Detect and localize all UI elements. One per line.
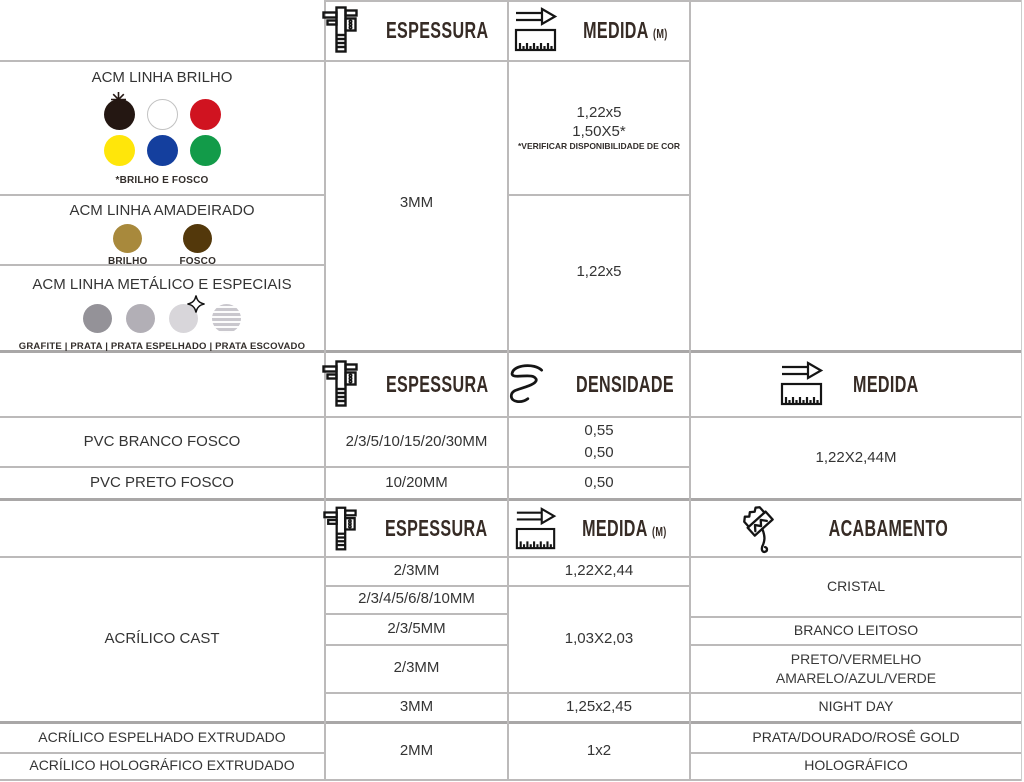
color-dot-branco — [147, 99, 178, 130]
shine-sparkle-icon — [111, 92, 126, 107]
acm-amadeirado-dots — [108, 224, 216, 269]
acrilico-acabamento-row: BRANCO LEITOSO — [793, 621, 919, 638]
acrilico-espessura-row: 3MM — [399, 697, 434, 715]
mirror-sparkle-icon — [187, 295, 205, 313]
pvc-densidade-header — [508, 352, 690, 416]
pvc-branco-espessura: 2/3/5/10/15/20/30MM — [345, 432, 488, 450]
header-unit: (M) — [651, 524, 667, 540]
acm-medida-cell-1 — [508, 62, 690, 194]
acabamento-line2: AMARELO/AZUL/VERDE — [775, 669, 937, 686]
acrilico-extrudado-espessura: 2MM — [399, 741, 434, 759]
acrilico-cast-label: ACRÍLICO CAST — [104, 629, 220, 647]
acrilico-medida-row: 1,03X2,03 — [564, 629, 634, 647]
color-dot-madeira-brilho — [113, 224, 142, 253]
acm-medida-note: *VERIFICAR DISPONIBILIDADE DE COR — [518, 141, 680, 152]
header-label: MEDIDA — [853, 370, 919, 397]
acm-metalico-caption: GRAFITE | PRATA | PRATA ESPELHADO | PRATA ESCOVADO — [18, 340, 306, 352]
acrilico-espessura-row: 2/3/4/5/6/8/10MM — [358, 590, 475, 608]
acm-medida-cell-2: 1,22x5 — [576, 262, 622, 280]
densidade-line1: 0,55 — [584, 421, 614, 439]
color-dot-prata-escovado — [212, 304, 241, 333]
divider — [0, 779, 1022, 781]
acrilico-espessura-row: 2/3/5MM — [387, 619, 446, 637]
pvc-medida-value: 1,22X2,44M — [815, 449, 897, 467]
color-dot-preto — [104, 99, 135, 130]
acrilico-acabamento-row — [690, 645, 1022, 692]
acm-medida-line2: 1,50X5* — [572, 122, 626, 140]
header-label: MEDIDA — [581, 515, 647, 542]
header-label: MEDIDA — [582, 16, 648, 43]
acm-brilho-dots-row1 — [104, 99, 221, 130]
acm-metalico-title: ACM LINHA METÁLICO E ESPECIAIS — [32, 276, 292, 293]
acabamento-line1: PRETO/VERMELHO — [790, 650, 922, 667]
color-dot-grafite — [83, 304, 112, 333]
acrilico-acabamento-row: CRISTAL — [826, 577, 886, 594]
density-squiggle-icon — [503, 359, 549, 409]
acm-metalico-cell — [0, 265, 324, 352]
color-dot-azul — [147, 135, 178, 166]
pvc-preto-espessura: 10/20MM — [385, 473, 448, 491]
acm-brilho-dots-row2 — [104, 135, 221, 166]
dot-label: BRILHO — [107, 255, 148, 267]
color-dot-amarelo — [104, 135, 135, 166]
acrilico-acabamento-espelhado: PRATA/DOURADO/ROSÊ GOLD — [752, 728, 960, 745]
pvc-preto-label: PVC PRETO FOSCO — [90, 473, 234, 491]
header-label: ESPESSURA — [385, 515, 488, 542]
pvc-branco-label: PVC BRANCO FOSCO — [83, 432, 241, 450]
pvc-branco-densidade — [508, 418, 690, 466]
paintbrush-icon — [739, 502, 791, 556]
acrilico-medida-row: 1,22X2,44 — [564, 561, 634, 579]
color-dot-prata-espelhado — [169, 304, 198, 333]
acm-brilho-title: ACM LINHA BRILHO — [91, 69, 233, 86]
ruler-arrow-icon — [514, 507, 558, 551]
acrilico-acabamento-holografico: HOLOGRÁFICO — [804, 757, 908, 774]
acrilico-espelhado-label: ACRÍLICO ESPELHADO EXTRUDADO — [38, 728, 286, 745]
acm-brilho-caption: *BRILHO E FOSCO — [115, 174, 209, 186]
caliper-icon — [322, 360, 358, 408]
acrilico-medida-header — [508, 500, 690, 557]
acm-amadeirado-cell — [0, 196, 324, 267]
pvc-espessura-header — [325, 352, 508, 416]
acm-espessura-header — [325, 0, 508, 60]
acrilico-espessura-row: 2/3MM — [393, 561, 440, 579]
header-label: DENSIDADE — [576, 370, 674, 397]
acm-espessura-value: 3MM — [399, 194, 434, 212]
acrilico-holografico-label: ACRÍLICO HOLOGRÁFICO EXTRUDADO — [29, 757, 295, 774]
acrilico-espessura-header — [325, 500, 508, 557]
acm-amadeirado-title: ACM LINHA AMADEIRADO — [69, 202, 255, 219]
header-label: ESPESSURA — [386, 16, 489, 43]
acm-metalico-dots — [83, 304, 241, 333]
header-unit: (M) — [652, 25, 668, 41]
dot-label: FOSCO — [179, 255, 217, 267]
acrilico-acabamento-row: NIGHT DAY — [818, 698, 894, 715]
color-dot-verde — [190, 135, 221, 166]
densidade-line2: 0,50 — [584, 444, 614, 461]
acrilico-medida-row: 1,25x2,45 — [566, 697, 632, 715]
acrilico-espessura-row: 2/3MM — [393, 659, 440, 677]
acm-brilho-cell — [0, 62, 324, 194]
acrilico-acabamento-header — [690, 500, 1022, 557]
color-dot-madeira-fosco — [183, 224, 212, 253]
ruler-arrow-icon — [779, 361, 825, 407]
acm-medida-header — [508, 0, 690, 60]
header-label: ESPESSURA — [386, 370, 489, 397]
acrilico-extrudado-medida: 1x2 — [586, 741, 612, 759]
pvc-medida-header — [690, 352, 1022, 416]
caliper-icon — [322, 6, 358, 54]
header-label: ACABAMENTO — [828, 515, 948, 542]
color-dot-prata — [126, 304, 155, 333]
caliper-icon — [323, 506, 357, 552]
acm-medida-line1: 1,22x5 — [576, 103, 622, 121]
pvc-preto-densidade: 0,50 — [584, 473, 614, 491]
ruler-arrow-icon — [513, 7, 559, 53]
color-dot-vermelho — [190, 99, 221, 130]
